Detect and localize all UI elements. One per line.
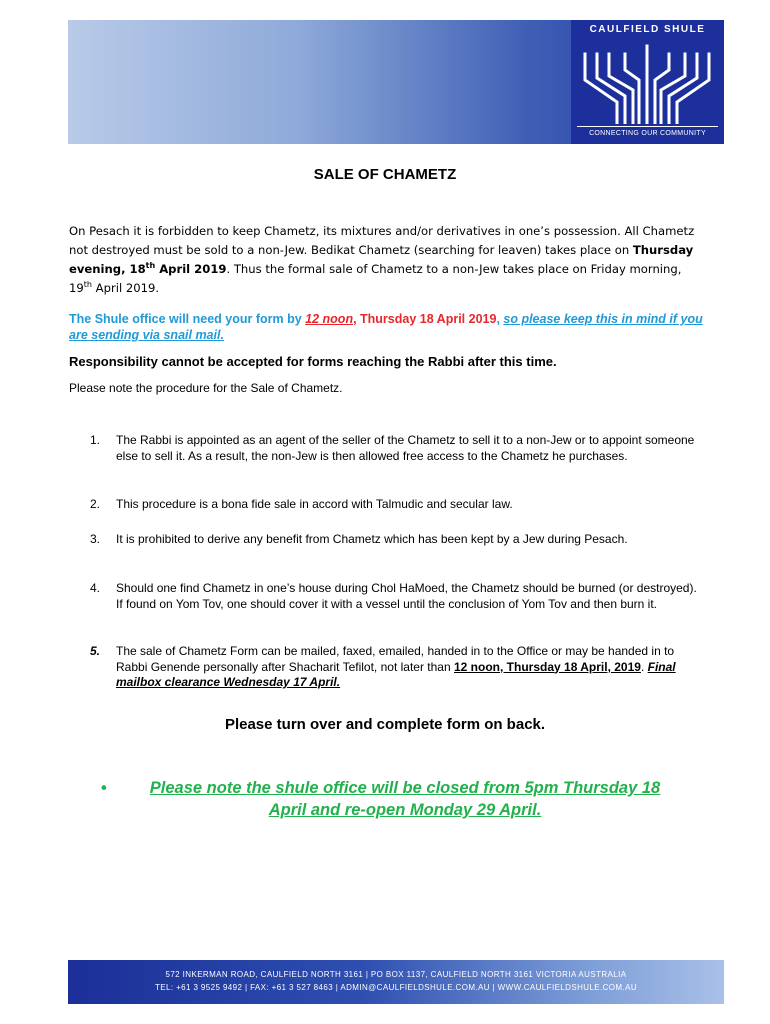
logo-divider: [577, 126, 718, 127]
closure-line-2: April and re-open Monday 29 April.: [268, 801, 542, 819]
turn-over-instruction: Please turn over and complete form on back.: [224, 716, 546, 733]
intro-bold-date: Thursday evening, 18: [69, 243, 694, 276]
menorah-logo-icon: [577, 40, 718, 124]
caulfield-shule-logo: [571, 20, 724, 144]
office-deadline-notice: [69, 311, 709, 343]
mailbox-clearance-note: Final mailbox clearance Wednesday 17 April.: [116, 659, 676, 689]
list-number: 3.: [90, 532, 101, 546]
office-separator: ,: [496, 312, 504, 326]
office-closure-notice: [101, 777, 705, 821]
page-title: SALE OF CHAMETZ: [313, 166, 457, 183]
list-text: It is prohibited to derive any benefit from Chametz which has been kept by a Jew during Pesach.: [116, 532, 628, 546]
list-item: [90, 497, 706, 513]
list-text: The Rabbi is appointed as an agent of the seller of the Chametz to sell it to a non-Jew or to appoint someone else to sell it. As a result, the non-Jew is then allowed free access to the Chametz he purchases.: [116, 433, 695, 463]
closure-line-1: Please note the shule office will be closed from 5pm Thursday 18: [149, 779, 661, 797]
office-text-1: The Shule office will need your form by: [69, 312, 306, 326]
footer-contact: TEL: +61 3 9525 9492 | FAX: +61 3 527 8463 | ADMIN@CAULFIELDSHULE.COM.AU | WWW.CAULFIELDSHULE.COM.AU: [154, 983, 638, 992]
intro-sup-1: th: [145, 261, 156, 271]
list-text: This procedure is a bona fide sale in accord with Talmudic and secular law.: [116, 497, 513, 511]
list-item: [90, 433, 706, 464]
intro-text-3: April 2019.: [91, 281, 160, 295]
list-text: The sale of Chametz Form can be mailed, faxed, emailed, handed in to the Office or may be handed in to Rabbi Genende personally after Shacharit Tefilot, not later than: [116, 644, 675, 674]
list-number: 1.: [90, 433, 101, 447]
office-snail-mail-note: so please keep this in mind if you are sending via snail mail.: [69, 312, 703, 342]
list-item: [90, 581, 706, 612]
list-number: 2.: [90, 497, 101, 511]
list-text: Should one find Chametz in one’s house during Chol HaMoed, the Chametz should be burned (or destroyed). If found on Yom Tov, one should cover it with a vessel until the conclusion of Yom Tov and then burn it.: [116, 581, 697, 611]
office-deadline-time: 12 noon: [305, 312, 354, 326]
bullet-icon: •: [101, 779, 107, 797]
logo-name: CAULFIELD SHULE: [589, 24, 706, 35]
list-item: [90, 532, 706, 548]
footer-address: 572 INKERMAN ROAD, CAULFIELD NORTH 3161 | PO BOX 1137, CAULFIELD NORTH 3161 VICTORIA AUSTRALIA: [165, 970, 627, 979]
footer-banner: [68, 960, 724, 1004]
list-number: 4.: [90, 581, 101, 595]
list-deadline: 12 noon, Thursday 18 April, 2019: [454, 659, 641, 674]
list-item: [90, 644, 706, 691]
office-deadline-date: , Thursday 18 April 2019: [353, 312, 497, 326]
intro-text-2: . Thus the formal sale of Chametz to a non-Jew takes place on Friday morning, 19: [69, 262, 682, 295]
letterhead-banner: [68, 20, 724, 144]
logo-tagline: CONNECTING OUR COMMUNITY: [589, 130, 706, 137]
intro-bold-year: April 2019: [155, 262, 227, 276]
intro-sup-2: th: [83, 280, 92, 290]
responsibility-statement: Responsibility cannot be accepted for forms reaching the Rabbi after this time.: [69, 354, 557, 369]
intro-text-1: On Pesach it is forbidden to keep Chametz, its mixtures and/or derivatives in one’s possession. All Chametz not destroyed must be sold to a non-Jew. Bedikat Chametz (searching for leaven) takes place on: [69, 224, 695, 257]
procedure-note: Please note the procedure for the Sale of Chametz.: [69, 381, 343, 395]
list-number: 5.: [90, 644, 101, 658]
intro-paragraph: [69, 222, 699, 298]
list-separator: .: [640, 659, 648, 674]
